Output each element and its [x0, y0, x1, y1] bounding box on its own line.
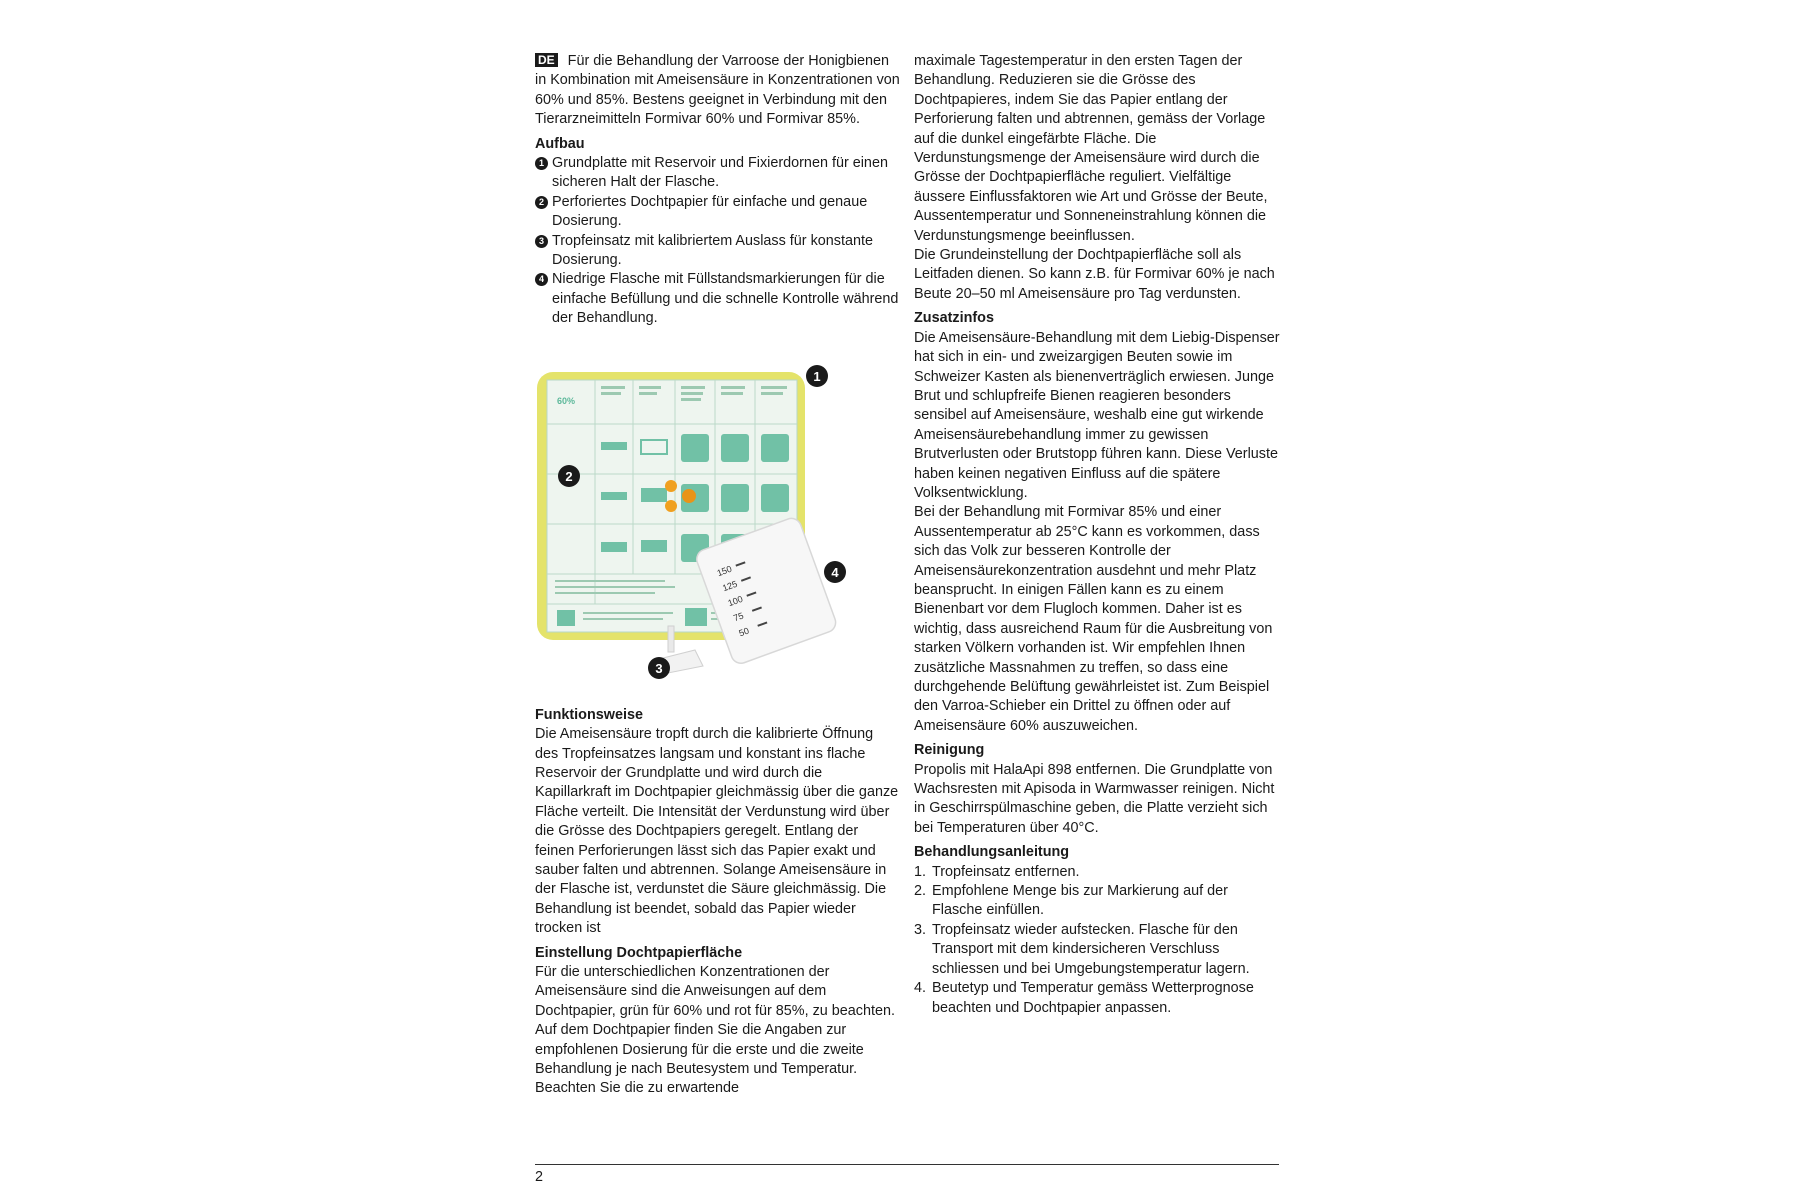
callout-label: 2	[565, 468, 573, 484]
number-badge-icon: 2	[535, 196, 548, 209]
right-column	[914, 52, 1281, 1018]
dispenser-figure	[535, 364, 875, 694]
footer-divider	[535, 1164, 1279, 1165]
zusatzinfos-paragraph: Die Ameisensäure-Behandlung mit dem Liebig-Dispenser hat sich in ein- und zweizargigen Beuten sowie im Schweizer Kasten als bienenverträglich erwiesen. Junge Brut und schlupfreife Bienen reagieren besonders sensibel auf Ameisensäure, weshalb eine gut wirkende Ameisensäurebehandlung immer zu gewissen Brutverlusten oder Brutstopp führen kann. Diese Verluste haben keinen negativen Einfluss auf die spätere Volksentwicklung.	[914, 329, 1280, 501]
fixing-spike-icon	[665, 500, 677, 512]
einstellung-paragraph: maximale Tagestemperatur in den ersten Tagen der Behandlung. Reduzieren sie die Grösse des Dochtpapieres, indem Sie das Papier entlang der Perforierung falten und abtrennen, gemäss der Vorlage auf die dunkel eingefärbte Fläche. Die Verdunstungsmenge der Ameisensäure wird durch die Grösse der Dochtpapierfläche reguliert. Vielfältige äussere Einflussfaktoren wie Art und Grösse der Beute, Aussentemperatur und Sonneneinstrahlung können die Verdunstungsmenge beeinflussen.	[914, 53, 1268, 244]
aufbau-item	[535, 270, 900, 328]
callout-label: 1	[813, 368, 821, 384]
aufbau-heading: Aufbau	[535, 135, 585, 152]
aufbau-item-text: Tropfeinsatz mit kalibriertem Auslass für konstante Dosierung.	[552, 232, 873, 269]
aufbau-item-text: Perforiertes Dochtpapier für einfache und genaue Dosierung.	[552, 193, 868, 230]
anleitung-list	[914, 863, 1281, 1018]
language-badge: DE	[535, 53, 558, 67]
zusatzinfos-paragraph: Bei der Behandlung mit Formivar 85% und einer Aussentemperatur ab 25°C kann es vorkommen, dass sich das Volk zur besseren Kontrolle der Ameisensäurekonzentration ausdehnt und mehr Platz beansprucht. In einigen Fällen kann es zu einem Bienenbart vor dem Flugloch kommen. Daher ist es wichtig, dass ausreichend Raum für die Ausbreitung von starken Völkern vorhanden ist. Wir empfehlen Ihnen zusätzliche Massnahmen zu treffen, so dass eine durchgehende Belüftung gewährleistet ist. Zum Beispiel den Varroa-Schieber ein Drittel zu öffnen oder auf Ameisensäure 60% auszuweichen.	[914, 504, 1273, 734]
einstellung-paragraph: Die Grundeinstellung der Dochtpapierfläche soll als Leitfaden dienen. So kann z.B. für Formivar 60% je nach Beute 20–50 ml Ameisensäure pro Tag verdunsten.	[914, 247, 1275, 302]
callout-label: 3	[655, 660, 663, 676]
drip-insert-stem	[668, 626, 674, 652]
aufbau-item	[535, 154, 900, 193]
step-number: 2.	[914, 883, 927, 900]
number-badge-icon: 4	[535, 273, 548, 286]
number-badge-icon: 1	[535, 157, 548, 170]
step-text: Empfohlene Menge bis zur Markierung auf der Flasche einfüllen.	[932, 883, 1228, 919]
anleitung-step	[914, 921, 1281, 979]
number-badge-icon: 3	[535, 235, 548, 248]
reinigung-heading: Reinigung	[914, 742, 985, 759]
left-column	[535, 52, 900, 1099]
aufbau-list	[535, 154, 900, 329]
aufbau-item-text: Niedrige Flasche mit Füllstandsmarkierungen für die einfache Befüllung und die schnelle Kontrolle während der Behandlung.	[552, 271, 899, 327]
step-text: Beutetyp und Temperatur gemäss Wetterprognose beachten und Dochtpapier anpassen.	[932, 980, 1254, 1016]
step-number: 1.	[914, 863, 927, 880]
step-number: 3.	[914, 921, 927, 938]
page-number: 2	[535, 1169, 544, 1185]
step-text: Tropfeinsatz entfernen.	[932, 863, 1080, 880]
bottle-mark: 100	[726, 593, 745, 608]
anleitung-step	[914, 863, 1281, 882]
anleitung-step	[914, 979, 1281, 1018]
callout-label: 4	[831, 564, 839, 580]
reservoir-icon	[682, 489, 696, 503]
anleitung-heading: Behandlungsanleitung	[914, 844, 1070, 861]
bottle-mark: 75	[732, 610, 745, 624]
bottle-mark: 50	[737, 625, 751, 639]
einstellung-paragraph: Auf dem Dochtpapier finden Sie die Angaben zur empfohlenen Dosierung für die erste und die zweite Behandlung je nach Beutesystem und Temperatur. Beachten Sie die zu erwartende	[535, 1022, 864, 1097]
fixing-spike-icon	[665, 480, 677, 492]
step-text: Tropfeinsatz wieder aufstecken. Flasche für den Transport mit dem kindersicheren Verschluss schliessen und bei Umgebungstemperatur lagern.	[932, 921, 1250, 977]
bottle-mark: 150	[715, 563, 734, 578]
einstellung-heading: Einstellung Dochtpapierfläche	[535, 944, 743, 961]
intro-text: Für die Behandlung der Varroose der Honigbienen in Kombination mit Ameisensäure in Konzentrationen von 60% und 85%. Bestens geeignet in Verbindung mit den Tierarzneimitteln Formivar 60% und Formivar 85%.	[535, 53, 900, 128]
anleitung-step	[914, 882, 1281, 921]
dispenser-illustration	[535, 364, 875, 694]
funktionsweise-heading: Funktionsweise	[535, 706, 643, 723]
zusatzinfos-heading: Zusatzinfos	[914, 310, 994, 327]
aufbau-item	[535, 193, 900, 232]
bottle-mark: 125	[721, 578, 739, 593]
aufbau-item-text: Grundplatte mit Reservoir und Fixierdornen für einen sicheren Halt der Flasche.	[552, 155, 888, 191]
funktionsweise-text: Die Ameisensäure tropft durch die kalibrierte Öffnung des Tropfeinsatzes langsam und konstant ins flache Reservoir der Grundplatte und wird durch die Kapillarkraft im Dochtpapier gleichmässig über die ganze Fläche verteilt. Die Intensität der Verdunstung wird über die Grösse des Dochtpapiers geregelt. Entlang der feinen Perforierungen lässt sich das Papier exakt und sauber falten und abtrennen. Solange Ameisensäure in der Flasche ist, verdunstet die Säure gleichmässig. Die Behandlung ist beendet, sobald das Papier wieder trocken ist	[535, 726, 899, 937]
step-number: 4.	[914, 980, 927, 997]
reinigung-text: Propolis mit HalaApi 898 entfernen. Die Grundplatte von Wachsresten mit Apisoda in Warmwasser reinigen. Nicht in Geschirrspülmaschine geben, die Platte verzieht sich bei Temperaturen über 40°C.	[914, 761, 1275, 836]
board-concentration-label: 60%	[557, 395, 576, 406]
einstellung-paragraph: Für die unterschiedlichen Konzentrationen der Ameisensäure sind die Anweisungen auf dem Dochtpapier, grün für 60% und rot für 85%, zu beachten.	[535, 963, 895, 1019]
aufbau-item	[535, 232, 900, 271]
intro-paragraph	[535, 52, 900, 130]
